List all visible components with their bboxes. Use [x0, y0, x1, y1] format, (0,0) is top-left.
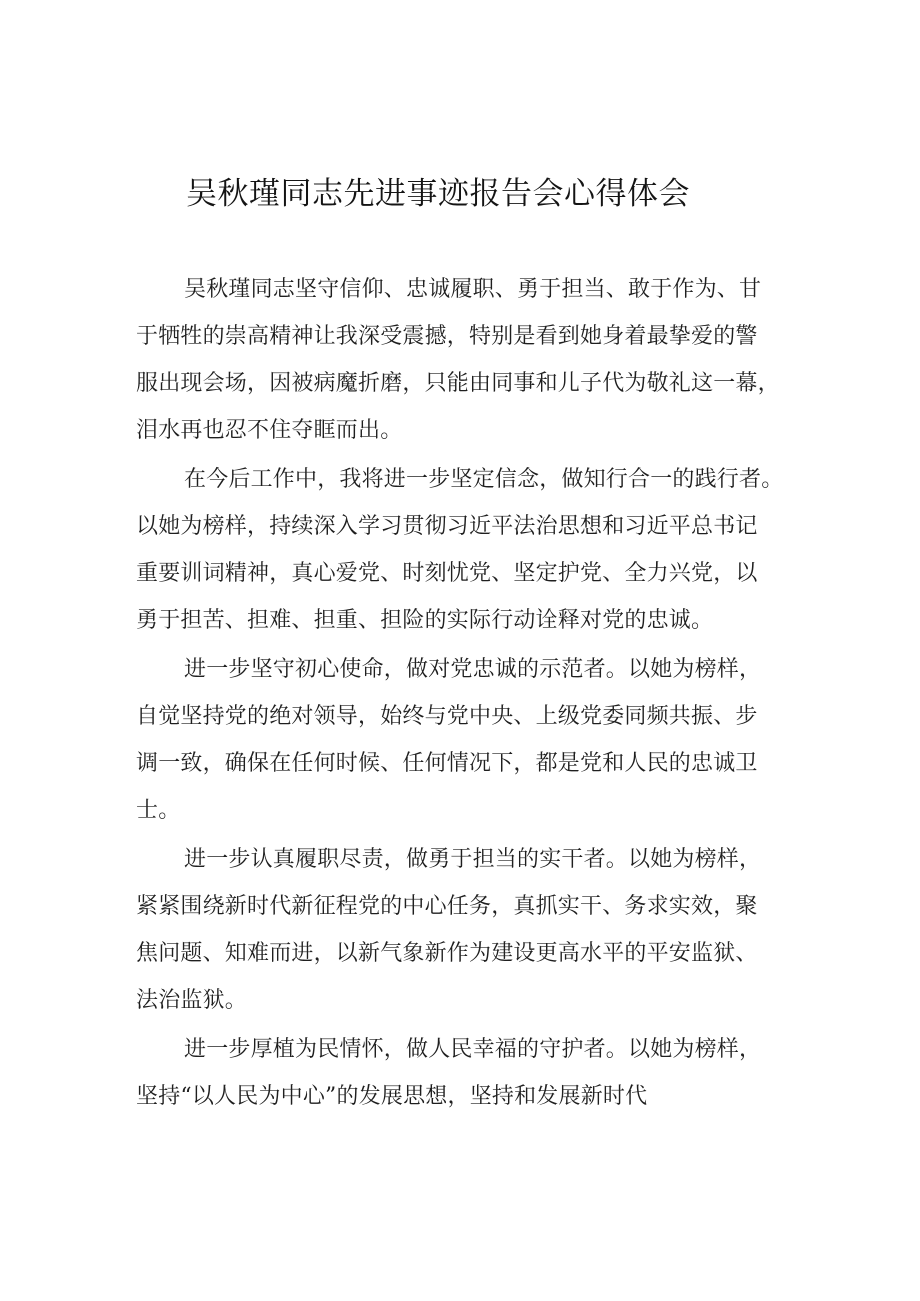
paragraph-line: 紧紧围绕新时代新征程党的中心任务，真抓实干、务求实效，聚	[136, 894, 758, 919]
paragraph-3	[136, 646, 808, 834]
paragraph-line: 泪水再也忍不住夺眶而出。	[136, 418, 403, 443]
paragraph-line: 自觉坚持党的绝对领导，始终与党中央、上级党委同频共振、步	[136, 704, 758, 729]
paragraph-2	[136, 456, 808, 644]
paragraph-line: 士。	[136, 798, 181, 823]
paragraph-line: 焦问题、知难而进，以新气象新作为建设更高水平的平安监狱、	[136, 941, 758, 966]
paragraph-4	[136, 836, 808, 1024]
document-title: 吴秋瑾同志先进事迹报告会心得体会	[186, 176, 690, 212]
paragraph-1	[136, 266, 808, 454]
paragraph-line: 进一步认真履职尽责，做勇于担当的实干者。以她为榜样，	[184, 847, 762, 872]
paragraph-line: 以她为榜样，持续深入学习贯彻习近平法治思想和习近平总书记	[136, 514, 758, 539]
document-body	[136, 266, 808, 1120]
paragraph-line: 进一步坚守初心使命，做对党忠诚的示范者。以她为榜样，	[184, 657, 762, 682]
paragraph-line: 进一步厚植为民情怀，做人民幸福的守护者。以她为榜样，	[184, 1037, 762, 1062]
paragraph-line: 勇于担苦、担难、担重、担险的实际行动诠释对党的忠诚。	[136, 608, 714, 633]
paragraph-line: 调一致，确保在任何时候、任何情况下，都是党和人民的忠诚卫	[136, 751, 758, 776]
paragraph-line: 在今后工作中，我将进一步坚定信念，做知行合一的践行者。	[184, 467, 784, 492]
paragraph-line: 重要训词精神，真心爱党、时刻忧党、坚定护党、全力兴党，以	[136, 561, 758, 586]
paragraph-line: 于牺牲的崇高精神让我深受震撼，特别是看到她身着最挚爱的警	[136, 324, 758, 349]
paragraph-line: 法治监狱。	[136, 988, 248, 1013]
paragraph-line: 吴秋瑾同志坚守信仰、忠诚履职、勇于担当、敢于作为、甘	[184, 277, 762, 302]
paragraph-5	[136, 1026, 808, 1120]
paragraph-line: 坚持“以人民为中心”的发展思想，坚持和发展新时代	[136, 1084, 648, 1109]
paragraph-line: 服出现会场，因被病魔折磨，只能由同事和儿子代为敬礼这一幕，	[136, 371, 780, 396]
